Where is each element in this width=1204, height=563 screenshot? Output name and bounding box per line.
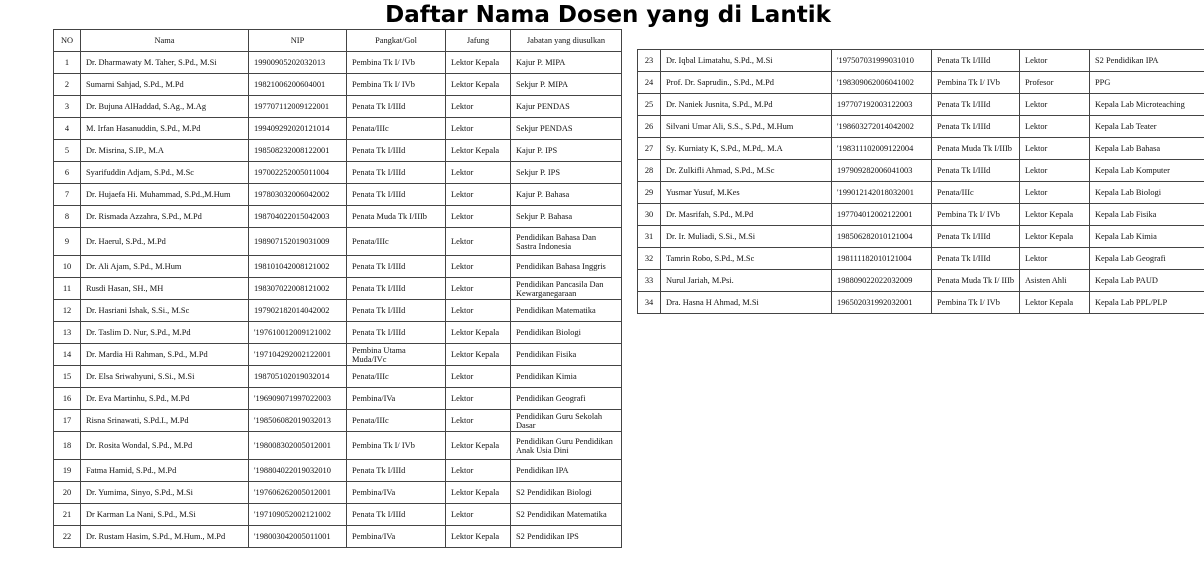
table-row [54, 228, 622, 256]
cell-nip: '198311102009122004 [832, 138, 932, 160]
cell-jafung: Lektor Kepala [446, 74, 511, 96]
cell-no: 10 [54, 256, 81, 278]
table-row [54, 74, 622, 96]
cell-nama: Dr. Bujuna AlHaddad, S.Ag., M.Ag [81, 96, 249, 118]
cell-nip: '197109052002121002 [249, 504, 347, 526]
table-row [54, 206, 622, 228]
cell-nip: 19821006200604001 [249, 74, 347, 96]
cell-jabatan: S2 Pendidikan IPA [1090, 50, 1204, 72]
cell-no: 9 [54, 228, 81, 256]
cell-nama: Rusdi Hasan, SH., MH [81, 278, 249, 300]
cell-nip: 197902182014042002 [249, 300, 347, 322]
cell-no: 21 [54, 504, 81, 526]
cell-jabatan: Pendidikan Biologi [511, 322, 622, 344]
cell-no: 6 [54, 162, 81, 184]
cell-no: 16 [54, 388, 81, 410]
cell-nama: Dr. Haerul, S.Pd., M.Pd [81, 228, 249, 256]
cell-jabatan: Kepala Lab Bahasa [1090, 138, 1204, 160]
cell-nip: 197704012002122001 [832, 204, 932, 226]
cell-pangkat: Pembina Tk I/ IVb [932, 292, 1020, 314]
cell-pangkat: Penata Tk I/IIId [932, 94, 1020, 116]
cell-nama: Risna Srinawati, S.Pd.I., M.Pd [81, 410, 249, 432]
cell-pangkat: Penata Tk I/IIId [347, 460, 446, 482]
cell-no: 14 [54, 344, 81, 366]
cell-no: 24 [638, 72, 661, 94]
cell-jabatan: Kepala Lab Biologi [1090, 182, 1204, 204]
cell-jafung: Profesor [1020, 72, 1090, 94]
cell-nip: 19900905202032013 [249, 52, 347, 74]
cell-nama: Yusmar Yusuf, M.Kes [661, 182, 832, 204]
table-row [638, 182, 1204, 204]
cell-jabatan: Pendidikan Matematika [511, 300, 622, 322]
cell-nama: Fatma Hamid, S.Pd., M.Pd [81, 460, 249, 482]
cell-nip: 197803032006042002 [249, 184, 347, 206]
cell-pangkat: Penata Muda Tk I/IIIb [932, 138, 1020, 160]
cell-nip: 198907152019031009 [249, 228, 347, 256]
cell-no: 25 [638, 94, 661, 116]
table-row [638, 94, 1204, 116]
cell-nip: '198603272014042002 [832, 116, 932, 138]
cell-nip: '198003042005011001 [249, 526, 347, 548]
header-no: NO [54, 30, 81, 52]
cell-pangkat: Penata Tk I/IIId [932, 116, 1020, 138]
cell-jafung: Lektor [1020, 160, 1090, 182]
cell-jafung: Lektor [446, 162, 511, 184]
cell-pangkat: Pembina Tk I/ IVb [347, 52, 446, 74]
cell-nip: '198506082019032013 [249, 410, 347, 432]
cell-nama: Dr. Taslim D. Nur, S.Pd., M.Pd [81, 322, 249, 344]
cell-jabatan: Kepala Lab PPL/PLP [1090, 292, 1204, 314]
cell-nip: 197707112009122001 [249, 96, 347, 118]
cell-jafung: Lektor [446, 388, 511, 410]
cell-no: 22 [54, 526, 81, 548]
cell-pangkat: Pembina Utama Muda/IVc [347, 344, 446, 366]
table-row [54, 52, 622, 74]
cell-nama: Prof. Dr. Saprudin., S.Pd., M.Pd [661, 72, 832, 94]
cell-jafung: Lektor [446, 184, 511, 206]
cell-no: 7 [54, 184, 81, 206]
cell-no: 1 [54, 52, 81, 74]
table-row [54, 162, 622, 184]
cell-nama: Dra. Hasna H Ahmad, M.Si [661, 292, 832, 314]
cell-jabatan: Pendidikan Bahasa Dan Sastra Indonesia [511, 228, 622, 256]
cell-jafung: Lektor [1020, 116, 1090, 138]
table-row [638, 72, 1204, 94]
cell-jafung: Lektor Kepala [1020, 292, 1090, 314]
table-row [638, 204, 1204, 226]
cell-jafung: Lektor [1020, 248, 1090, 270]
cell-nama: Dr. Ali Ajam, S.Pd., M.Hum [81, 256, 249, 278]
cell-nama: Dr. Rustam Hasim, S.Pd., M.Hum., M.Pd [81, 526, 249, 548]
cell-no: 34 [638, 292, 661, 314]
cell-jabatan: S2 Pendidikan Biologi [511, 482, 622, 504]
cell-jabatan: PPG [1090, 72, 1204, 94]
table-row [54, 278, 622, 300]
header-nama: Nama [81, 30, 249, 52]
cell-jabatan: Sekjur PENDAS [511, 118, 622, 140]
cell-pangkat: Penata Tk I/IIId [347, 322, 446, 344]
cell-jafung: Lektor [446, 300, 511, 322]
cell-nip: 198809022022032009 [832, 270, 932, 292]
cell-pangkat: Pembina Tk I/ IVb [347, 74, 446, 96]
table-header-row [54, 30, 622, 52]
cell-nip: 197707192003122003 [832, 94, 932, 116]
cell-nama: Dr. Zulkifli Ahmad, S.Pd., M.Sc [661, 160, 832, 182]
table-row [638, 50, 1204, 72]
cell-pangkat: Penata/IIIc [347, 228, 446, 256]
cell-pangkat: Penata Tk I/IIId [932, 248, 1020, 270]
cell-no: 33 [638, 270, 661, 292]
table-row [54, 344, 622, 366]
cell-nip: 198307022008121002 [249, 278, 347, 300]
cell-jafung: Lektor [1020, 138, 1090, 160]
table-row [638, 292, 1204, 314]
cell-pangkat: Penata Tk I/IIId [347, 504, 446, 526]
table-row [54, 410, 622, 432]
cell-no: 23 [638, 50, 661, 72]
cell-jafung: Lektor [446, 460, 511, 482]
cell-jafung: Lektor [1020, 50, 1090, 72]
cell-jafung: Lektor [446, 366, 511, 388]
cell-jabatan: Kepala Lab Fisika [1090, 204, 1204, 226]
cell-no: 15 [54, 366, 81, 388]
cell-pangkat: Penata Tk I/IIId [932, 160, 1020, 182]
cell-nip: '197610012009121002 [249, 322, 347, 344]
cell-pangkat: Penata/IIIc [347, 118, 446, 140]
cell-pangkat: Penata Tk I/IIId [347, 184, 446, 206]
cell-jafung: Lektor Kepala [446, 140, 511, 162]
header-jabatan: Jabatan yang diusulkan [511, 30, 622, 52]
cell-nip: '198008302005012001 [249, 432, 347, 460]
cell-nama: Dr. Mardia Hi Rahman, S.Pd., M.Pd [81, 344, 249, 366]
cell-no: 32 [638, 248, 661, 270]
cell-pangkat: Pembina Tk I/ IVb [932, 72, 1020, 94]
cell-nama: Dr. Rosita Wondal, S.Pd., M.Pd [81, 432, 249, 460]
cell-no: 28 [638, 160, 661, 182]
table-row [54, 140, 622, 162]
cell-jafung: Lektor Kepala [1020, 226, 1090, 248]
cell-jabatan: Kepala Lab Microteaching [1090, 94, 1204, 116]
cell-jafung: Lektor Kepala [446, 52, 511, 74]
cell-pangkat: Penata/IIIc [932, 182, 1020, 204]
table-row [54, 366, 622, 388]
table-row [54, 504, 622, 526]
cell-jabatan: Pendidikan Pancasila Dan Kewarganegaraan [511, 278, 622, 300]
cell-nama: Dr. Elsa Sriwahyuni, S.Si., M.Si [81, 366, 249, 388]
table-row [638, 138, 1204, 160]
cell-no: 13 [54, 322, 81, 344]
cell-jabatan: Kajur PENDAS [511, 96, 622, 118]
cell-jafung: Lektor [446, 410, 511, 432]
cell-pangkat: Penata Tk I/IIId [932, 226, 1020, 248]
cell-nama: Dr. Rismada Azzahra, S.Pd., M.Pd [81, 206, 249, 228]
cell-pangkat: Penata Tk I/IIId [347, 278, 446, 300]
table-row [54, 300, 622, 322]
lecturer-table-left [53, 29, 622, 548]
table-row [638, 248, 1204, 270]
cell-jafung: Lektor [1020, 182, 1090, 204]
cell-nip: 199409292020121014 [249, 118, 347, 140]
cell-pangkat: Penata Tk I/IIId [347, 256, 446, 278]
cell-pangkat: Penata Muda Tk I/IIIb [347, 206, 446, 228]
table-row [54, 526, 622, 548]
table-row [54, 322, 622, 344]
cell-jafung: Lektor [446, 256, 511, 278]
table-row [54, 118, 622, 140]
cell-jafung: Asisten Ahli [1020, 270, 1090, 292]
cell-no: 8 [54, 206, 81, 228]
table-row [54, 96, 622, 118]
cell-nip: 198704022015042003 [249, 206, 347, 228]
cell-nip: '197606262005012001 [249, 482, 347, 504]
cell-jafung: Lektor [446, 96, 511, 118]
cell-jabatan: Pendidikan Bahasa Inggris [511, 256, 622, 278]
cell-jabatan: Kepala Lab Teater [1090, 116, 1204, 138]
cell-nama: Dr. Eva Martinhu, S.Pd., M.Pd [81, 388, 249, 410]
cell-nama: Syarifuddin Adjam, S.Pd., M.Sc [81, 162, 249, 184]
cell-jafung: Lektor [1020, 94, 1090, 116]
cell-nama: Dr. Hasriani Ishak, S.Si., M.Sc [81, 300, 249, 322]
cell-jabatan: Pendidikan Geografi [511, 388, 622, 410]
cell-jafung: Lektor [446, 504, 511, 526]
cell-no: 26 [638, 116, 661, 138]
table-row [638, 270, 1204, 292]
cell-nama: Dr. Misrina, S.IP., M.A [81, 140, 249, 162]
cell-nama: Nurul Jariah, M.Psi. [661, 270, 832, 292]
cell-jabatan: Sekjur P. MIPA [511, 74, 622, 96]
table-row [54, 184, 622, 206]
cell-jafung: Lektor [446, 118, 511, 140]
table-row [54, 482, 622, 504]
cell-pangkat: Penata Tk I/IIId [347, 300, 446, 322]
cell-nama: Silvani Umar Ali, S.S., S.Pd., M.Hum [661, 116, 832, 138]
cell-nama: Dr. Iqbal Limatahu, S.Pd., M.Si [661, 50, 832, 72]
cell-pangkat: Penata Tk I/IIId [347, 162, 446, 184]
cell-jabatan: Kepala Lab PAUD [1090, 270, 1204, 292]
cell-jabatan: Pendidikan Guru Sekolah Dasar [511, 410, 622, 432]
cell-jabatan: Kajur P. Bahasa [511, 184, 622, 206]
cell-no: 12 [54, 300, 81, 322]
header-jafung: Jafung [446, 30, 511, 52]
cell-jafung: Lektor [446, 206, 511, 228]
cell-nama: Dr. Yumima, Sinyo, S.Pd., M.Si [81, 482, 249, 504]
cell-no: 31 [638, 226, 661, 248]
cell-pangkat: Pembina Tk I/ IVb [347, 432, 446, 460]
cell-no: 17 [54, 410, 81, 432]
cell-jafung: Lektor Kepala [446, 344, 511, 366]
cell-pangkat: Penata/IIIc [347, 366, 446, 388]
cell-pangkat: Penata Tk I/IIId [347, 140, 446, 162]
cell-nip: '198309062006041002 [832, 72, 932, 94]
cell-pangkat: Penata Tk I/IIId [347, 96, 446, 118]
cell-nip: 198506282010121004 [832, 226, 932, 248]
cell-nama: Tamrin Robo, S.Pd., M.Sc [661, 248, 832, 270]
cell-no: 3 [54, 96, 81, 118]
cell-nip: '197104292002122001 [249, 344, 347, 366]
cell-nip: 196502031992032001 [832, 292, 932, 314]
table-row [638, 160, 1204, 182]
cell-nama: Sumarni Sahjad, S.Pd., M.Pd [81, 74, 249, 96]
cell-jafung: Lektor Kepala [446, 322, 511, 344]
cell-no: 30 [638, 204, 661, 226]
cell-nama: Dr. Naniek Jusnita, S.Pd., M.Pd [661, 94, 832, 116]
cell-jafung: Lektor Kepala [446, 526, 511, 548]
cell-jafung: Lektor Kepala [446, 432, 511, 460]
cell-pangkat: Penata/IIIc [347, 410, 446, 432]
table-row [638, 226, 1204, 248]
cell-nama: Dr. Hujaefa Hi. Muhammad, S.Pd.,M.Hum [81, 184, 249, 206]
cell-no: 4 [54, 118, 81, 140]
cell-jabatan: Pendidikan Fisika [511, 344, 622, 366]
lecturer-table-right [637, 49, 1204, 314]
cell-nama: Dr Karman La Nani, S.Pd., M.Si [81, 504, 249, 526]
cell-nip: '197507031999031010 [832, 50, 932, 72]
cell-nip: 198111182010121004 [832, 248, 932, 270]
cell-no: 11 [54, 278, 81, 300]
cell-jabatan: Kepala Lab Kimia [1090, 226, 1204, 248]
cell-jafung: Lektor [446, 278, 511, 300]
cell-jabatan: Kajur P. IPS [511, 140, 622, 162]
header-nip: NIP [249, 30, 347, 52]
cell-jabatan: Pendidikan Guru Pendidikan Anak Usia Dini [511, 432, 622, 460]
table-row [54, 432, 622, 460]
cell-no: 18 [54, 432, 81, 460]
cell-nip: 197909282006041003 [832, 160, 932, 182]
cell-jafung: Lektor Kepala [446, 482, 511, 504]
cell-pangkat: Penata Muda Tk I/ IIIb [932, 270, 1020, 292]
cell-no: 29 [638, 182, 661, 204]
cell-jafung: Lektor [446, 228, 511, 256]
cell-no: 27 [638, 138, 661, 160]
cell-nama: Dr. Dharmawaty M. Taher, S.Pd., M.Si [81, 52, 249, 74]
cell-pangkat: Penata Tk I/IIId [932, 50, 1020, 72]
cell-no: 5 [54, 140, 81, 162]
cell-jabatan: Pendidikan IPA [511, 460, 622, 482]
cell-jabatan: Kepala Lab Geografi [1090, 248, 1204, 270]
table-row [54, 256, 622, 278]
table-row [638, 116, 1204, 138]
cell-no: 20 [54, 482, 81, 504]
table-row [54, 388, 622, 410]
cell-jabatan: Sekjur P. Bahasa [511, 206, 622, 228]
cell-nip: 198705102019032014 [249, 366, 347, 388]
cell-pangkat: Pembina Tk I/ IVb [932, 204, 1020, 226]
cell-nama: Sy. Kurniaty K, S.Pd., M.Pd,. M.A [661, 138, 832, 160]
cell-nip: '198804022019032010 [249, 460, 347, 482]
cell-jabatan: S2 Pendidikan IPS [511, 526, 622, 548]
cell-jabatan: Kajur P. MIPA [511, 52, 622, 74]
table-row [54, 460, 622, 482]
cell-no: 2 [54, 74, 81, 96]
cell-jafung: Lektor Kepala [1020, 204, 1090, 226]
cell-pangkat: Pembina/IVa [347, 526, 446, 548]
cell-nip: '196909071997022003 [249, 388, 347, 410]
cell-nip: '199012142018032001 [832, 182, 932, 204]
cell-nama: M. Irfan Hasanuddin, S.Pd., M.Pd [81, 118, 249, 140]
cell-jabatan: Kepala Lab Komputer [1090, 160, 1204, 182]
cell-nip: 198101042008121002 [249, 256, 347, 278]
cell-jabatan: Sekjur P. IPS [511, 162, 622, 184]
cell-pangkat: Pembina/IVa [347, 482, 446, 504]
cell-nama: Dr. Masrifah, S.Pd., M.Pd [661, 204, 832, 226]
cell-nip: 197002252005011004 [249, 162, 347, 184]
page-title: Daftar Nama Dosen yang di Lantik [385, 2, 831, 28]
cell-no: 19 [54, 460, 81, 482]
cell-pangkat: Pembina/IVa [347, 388, 446, 410]
cell-nip: 198508232008122001 [249, 140, 347, 162]
cell-jabatan: S2 Pendidikan Matematika [511, 504, 622, 526]
header-pangkat: Pangkat/Gol [347, 30, 446, 52]
cell-nama: Dr. Ir. Muliadi, S.Si., M.Si [661, 226, 832, 248]
cell-jabatan: Pendidikan Kimia [511, 366, 622, 388]
